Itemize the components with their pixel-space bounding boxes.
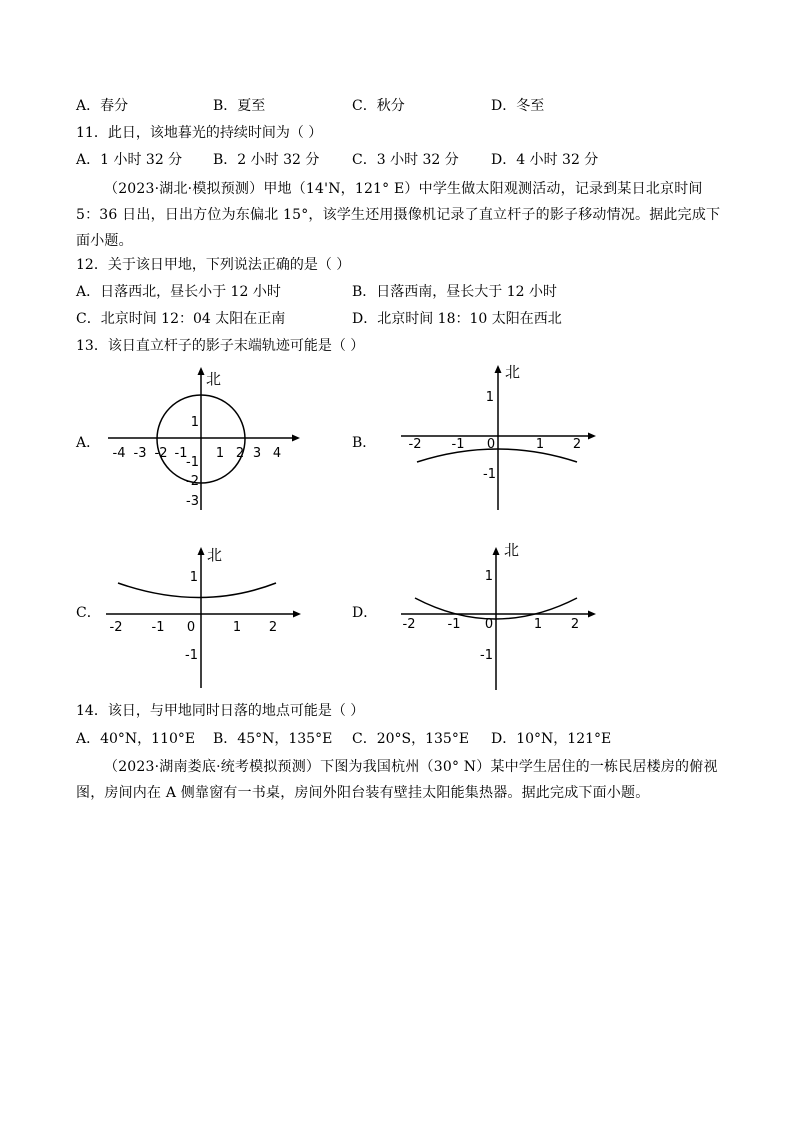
figure-d-xtick: 2 bbox=[570, 617, 580, 632]
figure-a-ytick: -3 bbox=[186, 494, 199, 509]
figure-b-ytick: 1 bbox=[485, 390, 494, 405]
figure-c-xtick: 1 bbox=[232, 620, 242, 635]
figure-a-x-arrow bbox=[292, 435, 300, 442]
q12-option-a: A．日落西北，昼长小于 12 小时 bbox=[76, 284, 281, 300]
figure-d-y-arrow bbox=[493, 547, 500, 555]
figure-c-trace-curve bbox=[118, 583, 276, 598]
figure-c-xtick: 0 bbox=[186, 620, 196, 635]
figure-d-xtick: -1 bbox=[447, 617, 461, 632]
figure-c-xtick: -2 bbox=[109, 620, 123, 635]
q14-option-a: A．40°N，110°E bbox=[76, 731, 196, 747]
figure-a-xtick: -1 bbox=[174, 446, 188, 461]
q10-option-c: C．秋分 bbox=[352, 98, 405, 114]
passage-1: （2023·湖北·模拟预测）甲地（14'N，121° E）中学生做太阳观测活动，记录到某日北京时间 5：36 日出，日出方位为东偏北 15°，该学生还用摄像机记录了直立杆子的影子移动情况。据此完成下面小题。 bbox=[76, 181, 721, 249]
figure-b-ytick: -1 bbox=[483, 467, 496, 482]
passage-2: （2023·湖南娄底·统考模拟预测）下图为我国杭州（30° N）某中学生居住的一栋民居楼房的俯视图，房间内在 A 侧靠窗有一书桌，房间外阳台装有壁挂太阳能集热器。据此完成下面小题。 bbox=[76, 759, 718, 801]
q14-stem: 14．该日，与甲地同时日落的地点可能是（ ） bbox=[76, 703, 365, 719]
q14-option-d: D．10°N，121°E bbox=[491, 731, 612, 747]
figure-a bbox=[100, 360, 310, 520]
figure-c-x-arrow bbox=[293, 611, 301, 618]
q12-option-b: B．日落西南，昼长大于 12 小时 bbox=[352, 284, 558, 300]
figure-b-y-arrow bbox=[495, 365, 502, 373]
figure-b-north-label: 北 bbox=[505, 363, 521, 381]
q11-option-b: B．2 小时 32 分 bbox=[213, 152, 320, 168]
figure-b-trace-curve bbox=[417, 449, 577, 462]
q13-label-b: B． bbox=[352, 435, 377, 451]
figure-d-ytick: -1 bbox=[480, 648, 493, 663]
q13-label-a: A． bbox=[76, 435, 101, 451]
figure-d-xtick: 1 bbox=[533, 617, 543, 632]
q14-option-c: C．20°S，135°E bbox=[352, 731, 470, 747]
figure-c-ytick: 1 bbox=[189, 570, 198, 585]
figure-a-xtick: -4 bbox=[112, 446, 126, 461]
q10-option-a: A．春分 bbox=[76, 98, 129, 114]
figure-b-xtick: -1 bbox=[451, 437, 465, 452]
q12-option-c: C．北京时间 12：04 太阳在正南 bbox=[76, 311, 286, 327]
figure-a-xtick: 4 bbox=[272, 446, 282, 461]
figure-b-xtick: 2 bbox=[572, 437, 582, 452]
figure-c-ytick: -1 bbox=[185, 648, 198, 663]
q10-option-d: D．冬至 bbox=[491, 98, 545, 114]
figure-a-xtick: -3 bbox=[133, 446, 147, 461]
figure-d bbox=[395, 540, 605, 690]
figure-a-ytick: 1 bbox=[190, 415, 199, 430]
figure-c bbox=[100, 540, 310, 690]
q13-label-c: C． bbox=[76, 605, 101, 621]
figure-c-north-label: 北 bbox=[207, 546, 223, 564]
figure-b bbox=[395, 360, 605, 520]
figure-d-x-arrow bbox=[588, 611, 596, 618]
figure-c-y-arrow bbox=[198, 547, 205, 555]
figure-a-y-arrow bbox=[198, 367, 205, 375]
figure-c-xtick: 2 bbox=[268, 620, 278, 635]
figure-b-xtick: 1 bbox=[535, 437, 545, 452]
figure-d-xtick: 0 bbox=[484, 617, 494, 632]
figure-b-x-arrow bbox=[588, 433, 596, 440]
q13-label-d: D． bbox=[352, 605, 378, 621]
q11-option-c: C．3 小时 32 分 bbox=[352, 152, 459, 168]
figure-a-xtick: 2 bbox=[235, 446, 245, 461]
figure-a-xtick: 1 bbox=[215, 446, 225, 461]
figure-a-ytick: -2 bbox=[186, 474, 199, 489]
figure-a-north-label: 北 bbox=[206, 370, 222, 388]
figure-d-ytick: 1 bbox=[484, 569, 493, 584]
q12-option-d: D．北京时间 18：10 太阳在西北 bbox=[352, 311, 562, 327]
figure-b-xtick: 0 bbox=[486, 437, 496, 452]
figure-c-xtick: -1 bbox=[151, 620, 165, 635]
figure-a-xtick: -2 bbox=[154, 446, 168, 461]
q10-option-b: B．夏至 bbox=[213, 98, 266, 114]
figure-d-xtick: -2 bbox=[402, 617, 416, 632]
q11-option-a: A．1 小时 32 分 bbox=[76, 152, 183, 168]
figure-a-ytick: -1 bbox=[186, 455, 199, 470]
q13-stem: 13．该日直立杆子的影子末端轨迹可能是（ ） bbox=[76, 338, 365, 354]
figure-a-xtick: 3 bbox=[252, 446, 262, 461]
q11-option-d: D．4 小时 32 分 bbox=[491, 152, 599, 168]
q11-stem: 11．此日，该地暮光的持续时间为（ ） bbox=[76, 125, 323, 141]
q12-stem: 12．关于该日甲地，下列说法正确的是（ ） bbox=[76, 257, 351, 273]
figure-b-xtick: -2 bbox=[408, 437, 422, 452]
q14-option-b: B．45°N，135°E bbox=[213, 731, 333, 747]
figure-d-north-label: 北 bbox=[504, 541, 520, 559]
